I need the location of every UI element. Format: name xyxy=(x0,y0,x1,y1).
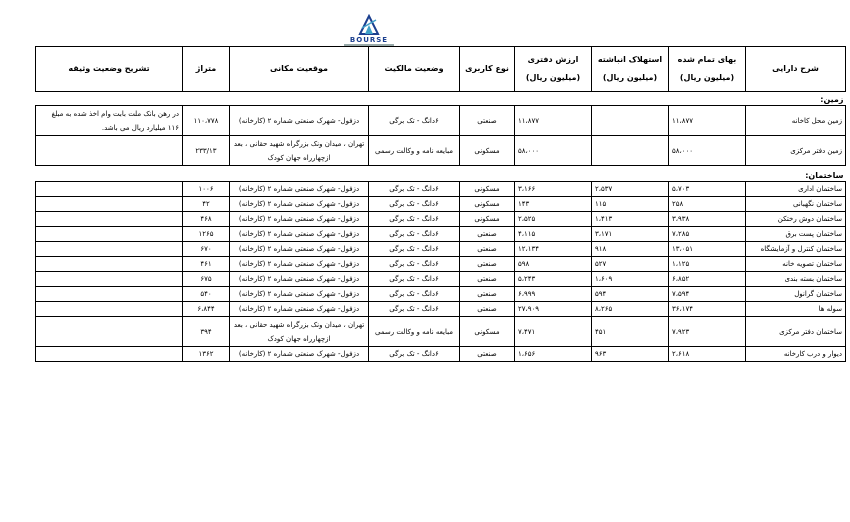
cell-location: دزفول- شهرک صنعتی شماره ۲ (کارخانه) xyxy=(230,106,369,136)
cell-location: دزفول- شهرک صنعتی شماره ۲ (کارخانه) xyxy=(230,287,369,302)
cell-full-cost: ۷،۹۲۳ xyxy=(669,317,746,347)
col-area: متراژ xyxy=(183,47,230,92)
cell-book-value: ۲۷،۹۰۹ xyxy=(515,302,592,317)
cell-usage: صنعتی xyxy=(460,106,515,136)
cell-depreciation: ۹۶۳ xyxy=(592,347,669,362)
cell-full-cost: ۵۸،۰۰۰ xyxy=(669,136,746,166)
cell-asset: ساختمان گرانول xyxy=(746,287,846,302)
cell-ownership: ۶دانگ - تک برگی xyxy=(369,347,460,362)
cell-full-cost: ۱،۱۲۵ xyxy=(669,257,746,272)
cell-usage: صنعتی xyxy=(460,227,515,242)
table-row xyxy=(36,257,846,272)
cell-area: ۱۳۶۲ xyxy=(183,347,230,362)
table-row xyxy=(36,272,846,287)
cell-book-value: ۱۲،۱۳۴ xyxy=(515,242,592,257)
cell-location: دزفول- شهرک صنعتی شماره ۲ (کارخانه) xyxy=(230,257,369,272)
col-location: موقعیت مکانی xyxy=(230,47,369,92)
cell-ownership: ۶دانگ - تک برگی xyxy=(369,197,460,212)
cell-usage: مسکونی xyxy=(460,136,515,166)
cell-location: دزفول- شهرک صنعتی شماره ۲ (کارخانه) xyxy=(230,227,369,242)
cell-collateral xyxy=(36,317,183,347)
cell-asset: ساختمان بسته بندی xyxy=(746,272,846,287)
cell-ownership: مبایعه نامه و وکالت رسمی xyxy=(369,317,460,347)
cell-area: ۱۱۰،۷۷۸ xyxy=(183,106,230,136)
cell-location: دزفول- شهرک صنعتی شماره ۲ (کارخانه) xyxy=(230,242,369,257)
cell-usage: صنعتی xyxy=(460,302,515,317)
cell-area: ۴۲ xyxy=(183,197,230,212)
cell-book-value: ۳،۱۶۶ xyxy=(515,182,592,197)
cell-full-cost: ۳،۹۳۸ xyxy=(669,212,746,227)
table-row xyxy=(36,136,846,166)
assets-table-header xyxy=(35,46,846,92)
cell-full-cost: ۱۳،۰۵۱ xyxy=(669,242,746,257)
cell-asset: ساختمان کنترل و آزمایشگاه xyxy=(746,242,846,257)
assets-table xyxy=(35,93,846,362)
table-row xyxy=(36,347,846,362)
cell-collateral xyxy=(36,136,183,166)
cell-depreciation: ۳،۱۷۱ xyxy=(592,227,669,242)
cell-collateral xyxy=(36,197,183,212)
cell-location: دزفول- شهرک صنعتی شماره ۲ (کارخانه) xyxy=(230,347,369,362)
table-row xyxy=(36,317,846,347)
cell-book-value: ۵۹۸ xyxy=(515,257,592,272)
cell-usage: صنعتی xyxy=(460,272,515,287)
cell-ownership: ۶دانگ - تک برگی xyxy=(369,242,460,257)
cell-full-cost: ۲،۶۱۸ xyxy=(669,347,746,362)
cell-book-value: ۵،۲۴۳ xyxy=(515,272,592,287)
cell-usage: صنعتی xyxy=(460,242,515,257)
cell-usage: مسکونی xyxy=(460,197,515,212)
bourse-logo-icon xyxy=(358,14,380,36)
cell-area: ۶۷۰ xyxy=(183,242,230,257)
cell-location: تهران ، میدان ونک بزرگراه شهید حقانی ، بعد ازچهارراه جهان کودک xyxy=(230,136,369,166)
cell-book-value: ۶،۹۹۹ xyxy=(515,287,592,302)
cell-depreciation: ۲،۵۳۷ xyxy=(592,182,669,197)
cell-ownership: ۶دانگ - تک برگی xyxy=(369,302,460,317)
col-collateral: تشریح وضعیت وثیقه xyxy=(36,47,183,92)
cell-collateral xyxy=(36,227,183,242)
cell-location: دزفول- شهرک صنعتی شماره ۲ (کارخانه) xyxy=(230,197,369,212)
section-land: زمین: xyxy=(820,94,844,104)
cell-asset: ساختمان اداری xyxy=(746,182,846,197)
cell-depreciation: ۱،۴۱۳ xyxy=(592,212,669,227)
cell-area: ۶،۸۴۴ xyxy=(183,302,230,317)
cell-depreciation xyxy=(592,136,669,166)
cell-full-cost: ۶،۸۵۲ xyxy=(669,272,746,287)
cell-collateral: در رهن بانک ملت بابت وام اخذ شده به مبلغ ۱۱۶ میلیارد ریال می باشد. xyxy=(36,106,183,136)
cell-ownership: ۶دانگ - تک برگی xyxy=(369,272,460,287)
cell-area: ۱۲۶۵ xyxy=(183,227,230,242)
logo-text: BOURSE xyxy=(349,36,389,44)
cell-collateral xyxy=(36,272,183,287)
cell-ownership: ۶دانگ - تک برگی xyxy=(369,227,460,242)
table-row xyxy=(36,242,846,257)
cell-usage: صنعتی xyxy=(460,257,515,272)
cell-depreciation: ۱،۶۰۹ xyxy=(592,272,669,287)
cell-usage: صنعتی xyxy=(460,287,515,302)
cell-location: دزفول- شهرک صنعتی شماره ۲ (کارخانه) xyxy=(230,302,369,317)
cell-ownership: ۶دانگ - تک برگی xyxy=(369,257,460,272)
cell-area: ۱۰۰۶ xyxy=(183,182,230,197)
cell-usage: صنعتی xyxy=(460,347,515,362)
cell-full-cost: ۱۱،۸۷۷ xyxy=(669,106,746,136)
col-full-cost: بهای تمام شده (میلیون ریال) xyxy=(669,47,746,92)
cell-collateral xyxy=(36,182,183,197)
cell-usage: مسکونی xyxy=(460,317,515,347)
table-row xyxy=(36,106,846,136)
table-row xyxy=(36,197,846,212)
cell-area: ۵۴۰ xyxy=(183,287,230,302)
cell-full-cost: ۷،۵۹۴ xyxy=(669,287,746,302)
cell-asset: زمین دفتر مرکزی xyxy=(746,136,846,166)
cell-area: ۴۶۱ xyxy=(183,257,230,272)
cell-depreciation: ۴۵۱ xyxy=(592,317,669,347)
cell-location: دزفول- شهرک صنعتی شماره ۲ (کارخانه) xyxy=(230,272,369,287)
cell-book-value: ۱،۶۵۶ xyxy=(515,347,592,362)
cell-collateral xyxy=(36,242,183,257)
cell-ownership: ۶دانگ - تک برگی xyxy=(369,212,460,227)
cell-area: ۴۶۸ xyxy=(183,212,230,227)
cell-full-cost: ۲۵۸ xyxy=(669,197,746,212)
cell-depreciation: ۸،۲۶۵ xyxy=(592,302,669,317)
bourse-logo xyxy=(344,14,394,48)
cell-full-cost: ۵،۷۰۳ xyxy=(669,182,746,197)
cell-asset: ساختمان تصویه خانه xyxy=(746,257,846,272)
cell-depreciation: ۵۹۴ xyxy=(592,287,669,302)
cell-collateral xyxy=(36,302,183,317)
cell-book-value: ۷،۴۷۱ xyxy=(515,317,592,347)
cell-area: ۲۳۳/۱۳ xyxy=(183,136,230,166)
cell-asset: ساختمان پست برق xyxy=(746,227,846,242)
cell-asset: سوله ها xyxy=(746,302,846,317)
table-row xyxy=(36,287,846,302)
cell-collateral xyxy=(36,257,183,272)
cell-book-value: ۲،۵۲۵ xyxy=(515,212,592,227)
cell-depreciation: ۱۱۵ xyxy=(592,197,669,212)
cell-asset: ساختمان دوش رختکن xyxy=(746,212,846,227)
section-buildings: ساختمان: xyxy=(805,170,844,180)
cell-area: ۶۷۵ xyxy=(183,272,230,287)
cell-asset: زمین محل کاخانه xyxy=(746,106,846,136)
cell-location: دزفول- شهرک صنعتی شماره ۲ (کارخانه) xyxy=(230,182,369,197)
cell-depreciation: ۵۲۷ xyxy=(592,257,669,272)
cell-ownership: مبایعه نامه و وکالت رسمی xyxy=(369,136,460,166)
table-row xyxy=(36,212,846,227)
cell-collateral xyxy=(36,212,183,227)
cell-book-value: ۵۸،۰۰۰ xyxy=(515,136,592,166)
col-asset: شرح دارایی xyxy=(746,47,846,92)
cell-ownership: ۶دانگ - تک برگی xyxy=(369,182,460,197)
col-book-value: ارزش دفتری (میلیون ریال) xyxy=(515,47,592,92)
cell-asset: ساختمان نگهبانی xyxy=(746,197,846,212)
cell-full-cost: ۷،۲۸۵ xyxy=(669,227,746,242)
cell-ownership: ۶دانگ - تک برگی xyxy=(369,106,460,136)
cell-book-value: ۱۱،۸۷۷ xyxy=(515,106,592,136)
cell-ownership: ۶دانگ - تک برگی xyxy=(369,287,460,302)
cell-depreciation xyxy=(592,106,669,136)
cell-depreciation: ۹۱۸ xyxy=(592,242,669,257)
table-row xyxy=(36,302,846,317)
table-row xyxy=(36,227,846,242)
cell-asset: دیوار و درب کارخانه xyxy=(746,347,846,362)
cell-usage: مسکونی xyxy=(460,182,515,197)
cell-book-value: ۱۴۳ xyxy=(515,197,592,212)
col-usage: نوع کاربری xyxy=(460,47,515,92)
cell-collateral xyxy=(36,287,183,302)
cell-full-cost: ۳۶،۱۷۴ xyxy=(669,302,746,317)
table-row xyxy=(36,182,846,197)
col-ownership: وضعیت مالکیت xyxy=(369,47,460,92)
cell-book-value: ۴،۱۱۵ xyxy=(515,227,592,242)
cell-asset: ساختمان دفتر مرکزی xyxy=(746,317,846,347)
cell-location: تهران ، میدان ونک بزرگراه شهید حقانی ، بعد ازچهارراه جهان کودک xyxy=(230,317,369,347)
col-depreciation: استهلاک انباشته (میلیون ریال) xyxy=(592,47,669,92)
cell-usage: مسکونی xyxy=(460,212,515,227)
cell-area: ۳۹۴ xyxy=(183,317,230,347)
cell-collateral xyxy=(36,347,183,362)
cell-location: دزفول- شهرک صنعتی شماره ۲ (کارخانه) xyxy=(230,212,369,227)
